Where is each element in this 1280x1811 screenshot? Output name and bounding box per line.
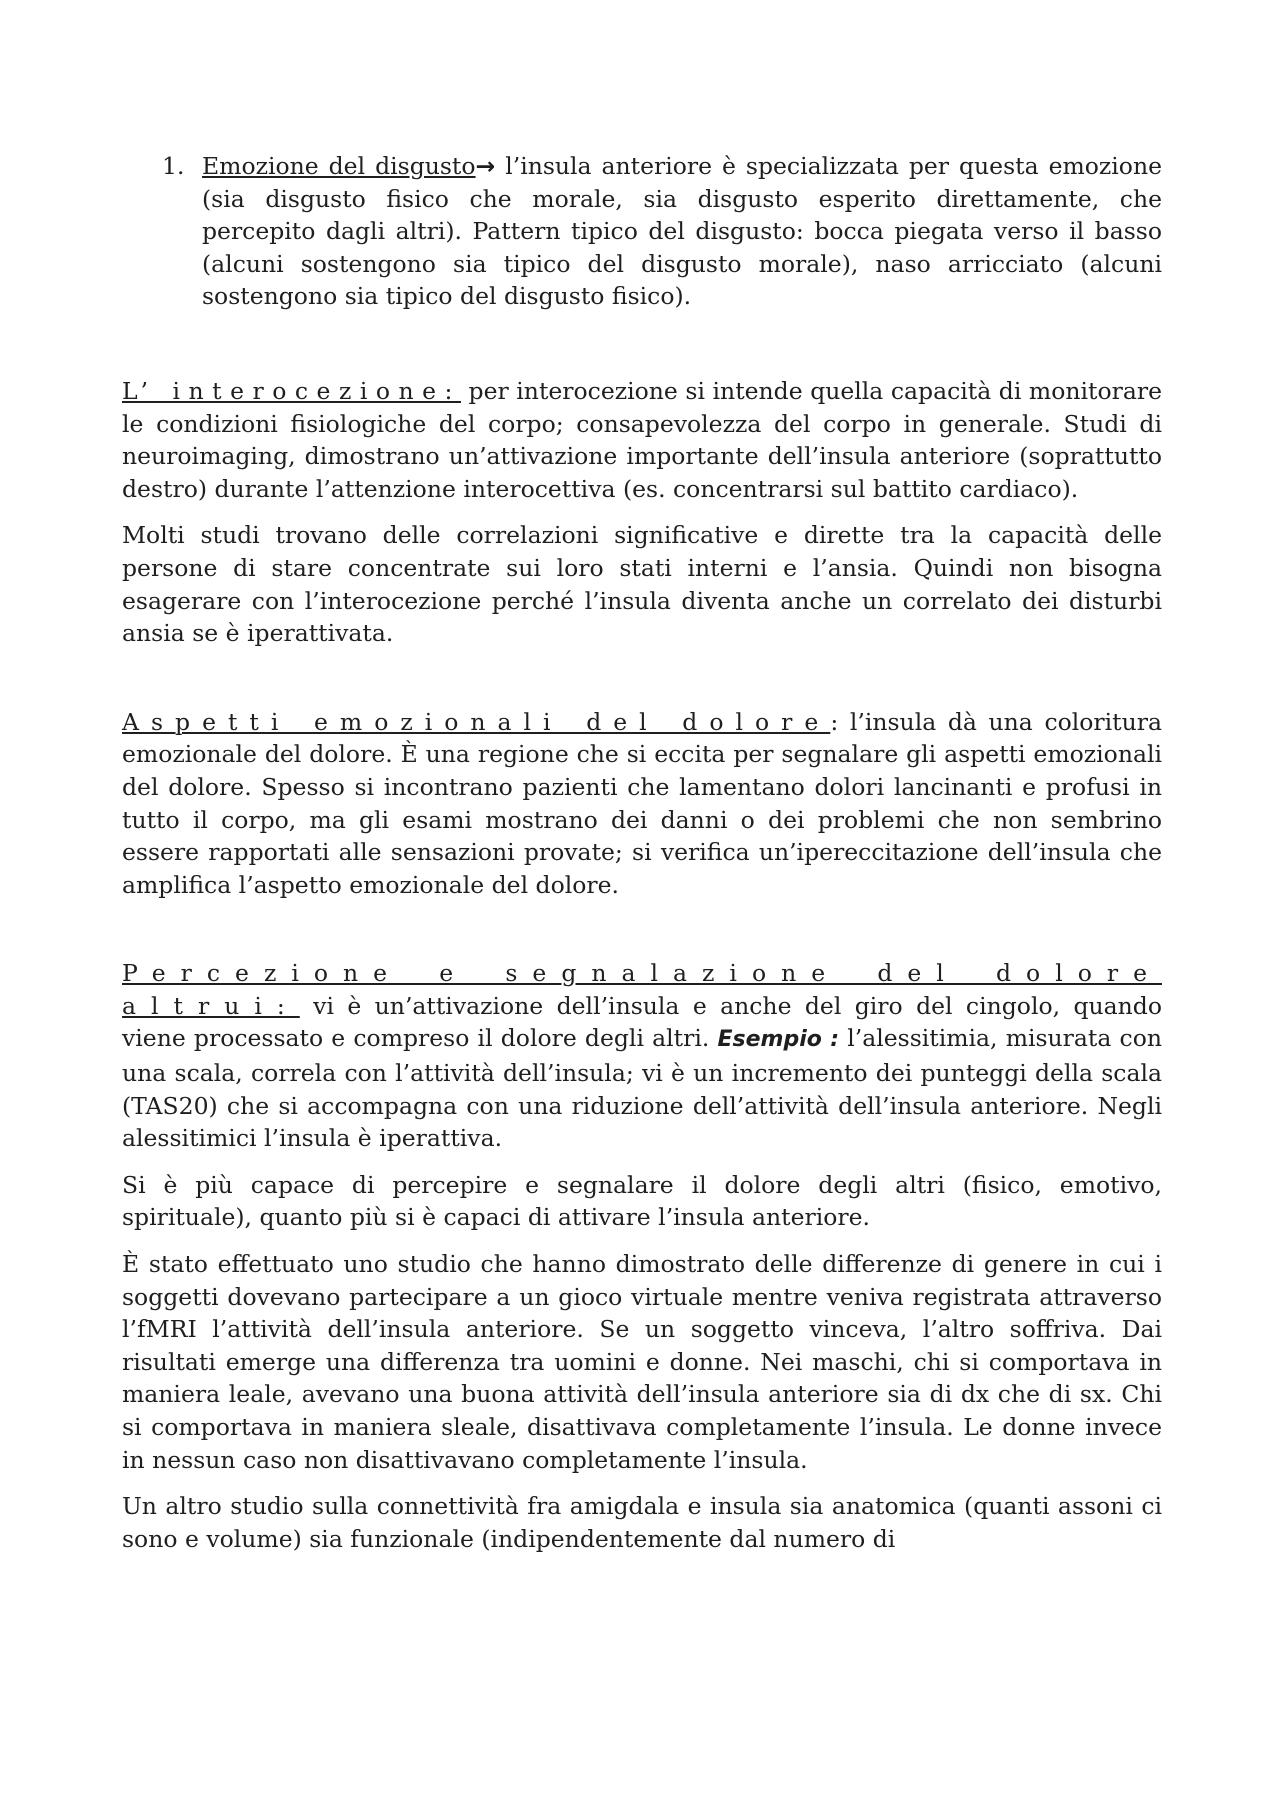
section-heading-interocezione: L’ interocezione: <box>122 376 461 405</box>
list-item <box>122 150 1162 313</box>
paragraph-ansia: Molti studi trovano delle correlazioni significative e dirette tra la capacità delle persone di stare concentrate sui loro stati interni e l’ansia. Quindi non bisogna esagerare con l’interocezione perché l’insula diventa anche un correlato dei disturbi ansia se è iperattivata. <box>122 521 1162 648</box>
paragraph-text: l’alessitimia, misurata con una scala, correla con l’attività dell’insula; vi è un incremento dei punteggi della scala (TAS20) che si accompagna con una riduzione dell’attività dell’insula anteriore. Negli alessitimici l’insula è iperattiva. <box>122 1024 1163 1153</box>
section-heading-dolore: Aspetti emozionali del dolore <box>122 707 831 736</box>
paragraph-text: per interocezione si intende quella capacità di monitorare le condizioni fisiologiche del corpo; consapevolezza del corpo in generale. Studi di neuroimaging, dimostrano un’attivazione importante dell’insula anteriore (soprattutto destro) durante l’attenzione interocettiva (es. concentrarsi sul battito cardiaco). <box>122 376 1162 503</box>
numbered-list <box>122 150 1162 313</box>
paragraph-interocezione <box>122 375 1162 505</box>
section-heading-altrui: Percezione e segnalazione del dolore altrui: <box>122 959 1162 1020</box>
paragraph-text: vi è un’attivazione dell’insula e anche del giro del cingolo, quando viene processato e compreso il dolore degli altri. <box>122 991 1162 1053</box>
list-item-number: 1. <box>162 152 185 180</box>
paragraph-connettivita: Un altro studio sulla connettività fra amigdala e insula sia anatomica (quanti assoni ci sono e volume) sia funzionale (indipendentemente dal numero di <box>122 1492 1162 1553</box>
example-label: Esempio : <box>717 1027 840 1053</box>
list-item-text: l’insula anteriore è specializzata per questa emozione (sia disgusto fisico che morale, sia disgusto esperito direttamente, che percepito dagli altri). Pattern tipico del disgusto: bocca piegata verso il basso (alcuni sostengono sia tipico del disgusto morale), naso arricciato (alcuni sostengono sia tipico del disgusto fisico). <box>202 152 1162 311</box>
document-body <box>122 150 1162 1569</box>
paragraph-dolore <box>122 706 1162 902</box>
list-item-heading: Emozione del disgusto <box>202 152 476 180</box>
arrow-icon: → <box>475 152 496 180</box>
paragraph-altrui <box>122 957 1162 1155</box>
paragraph-studio-genere: È stato effettuato uno studio che hanno dimostrato delle differenze di genere in cui i soggetti dovevano partecipare a un gioco virtuale mentre veniva registrata attraverso l’fMRI l’attività dell’insula anteriore. Se un soggetto vinceva, l’altro soffriva. Dai risultati emerge una differenza tra uomini e donne. Nei maschi, chi si comportava in maniera leale, avevano una buona attività dell’insula anteriore sia di dx che di sx. Chi si comportava in maniera sleale, disattivava completamente l’insula. Le donne invece in nessun caso non disattivavano completamente l’insula. <box>122 1250 1162 1474</box>
paragraph-text: : l’insula dà una coloritura emozionale del dolore. È una regione che si eccita per segnalare gli aspetti emozionali del dolore. Spesso si incontrano pazienti che lamentano dolori lancinanti e profusi in tutto il corpo, ma gli esami mostrano dei danni o dei problemi che non sembrino essere rapportati alle sensazioni provate; si verifica un’ipereccitazione dell’insula che amplifica l’aspetto emozionale del dolore. <box>122 707 1162 899</box>
paragraph-capacita: Si è più capace di percepire e segnalare il dolore degli altri (fisico, emotivo, spirituale), quanto più si è capaci di attivare l’insula anteriore. <box>122 1170 1162 1232</box>
